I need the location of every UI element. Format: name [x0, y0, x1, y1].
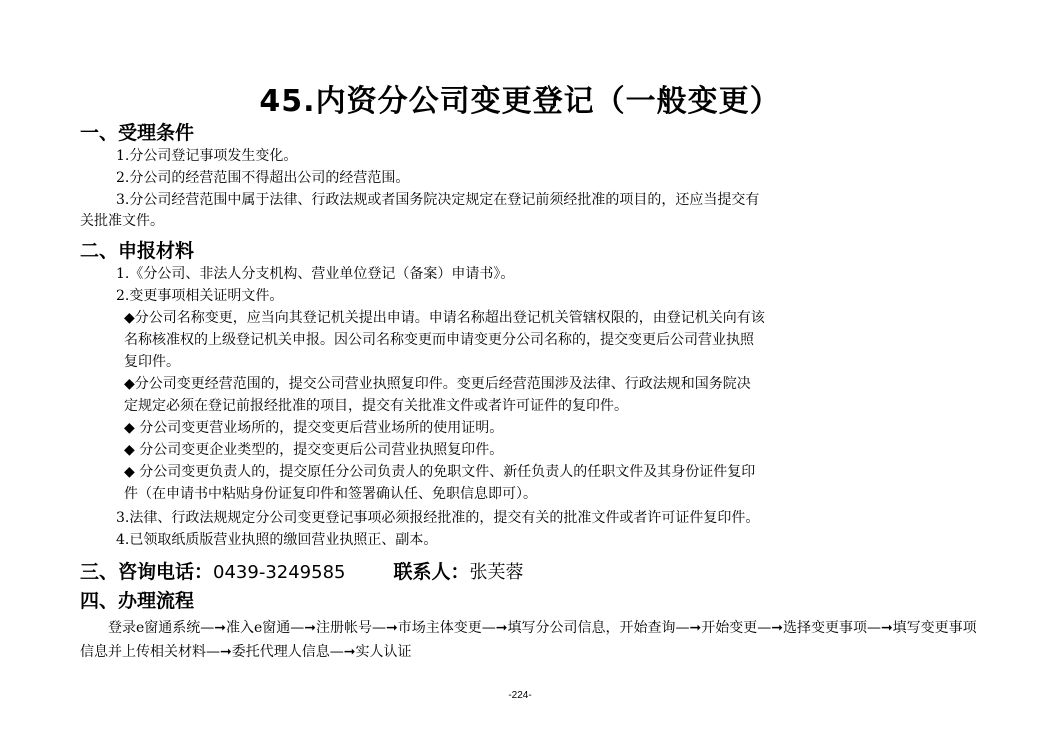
contact-name: 张芙蓉 — [469, 562, 524, 583]
bullet-manager-change: ◆ 分公司变更负责人的，提交原任分公司负责人的免职文件、新任负责人的任职文件及其身份证件复印 — [124, 464, 756, 480]
bullet-manager-change-cont: 件（在申请书中粘贴身份证复印件和签署确认任、免职信息即可）。 — [124, 486, 537, 502]
section-heading-process: 四、办理流程 — [80, 590, 195, 612]
contact-label: 联系人： — [393, 561, 470, 583]
section-heading-acceptance: 一、受理条件 — [80, 122, 195, 144]
bullet-name-change-cont: 复印件。 — [124, 354, 180, 370]
materials-item-1: 1.《分公司、非法人分支机构、营业单位登记（备案）申请书》。 — [116, 266, 515, 282]
materials-item-4: 4.已领取纸质版营业执照的缴回营业执照正、副本。 — [116, 532, 438, 548]
bullet-name-change: ◆分公司名称变更，应当向其登记机关提出申请。申请名称超出登记机关管辖权限的，由登记机关向有该 — [124, 310, 765, 326]
materials-item-2: 2.变更事项相关证明文件。 — [116, 288, 284, 304]
bullet-premises-change: ◆ 分公司变更营业场所的，提交变更后营业场所的使用证明。 — [124, 420, 504, 436]
materials-item-3: 3.法律、行政法规规定分公司变更登记事项必须报经批准的，提交有关的批准文件或者许可证件复印件。 — [116, 510, 760, 526]
consultation-line — [80, 557, 524, 584]
acceptance-item-3: 3.分公司经营范围中属于法律、行政法规或者国务院决定规定在登记前须经批准的项目的，还应当提交有 — [116, 192, 760, 208]
bullet-name-change-cont: 名称核准权的上级登记机关申报。因公司名称变更而申请变更分公司名称的，提交变更后公司营业执照 — [124, 332, 754, 348]
section-heading-materials: 二、申报材料 — [80, 240, 195, 262]
acceptance-item-2: 2.分公司的经营范围不得超出公司的经营范围。 — [116, 170, 410, 186]
page-number: -224- — [508, 690, 532, 701]
bullet-scope-change: ◆分公司变更经营范围的，提交公司营业执照复印件。变更后经营范围涉及法律、行政法规和国务院决 — [124, 376, 751, 392]
process-flow: 登录e窗通系统—➞准入e窗通—➞注册帐号—➞市场主体变更—➞填写分公司信息，开始查询—➞开始变更—➞选择变更事项—➞填写变更事项信息并上传相关材料—➞委托代理人信息—➞实人认证 — [80, 620, 977, 660]
section-heading-phone: 三、咨询电话： — [80, 561, 214, 583]
acceptance-item-3-cont: 关批准文件。 — [80, 213, 164, 229]
bullet-type-change: ◆ 分公司变更企业类型的，提交变更后公司营业执照复印件。 — [124, 442, 504, 458]
bullet-scope-change-cont: 定规定必须在登记前报经批准的项目，提交有关批准文件或者许可证件的复印件。 — [124, 398, 628, 414]
acceptance-item-1: 1.分公司登记事项发生变化。 — [116, 148, 298, 164]
phone-number: 0439-3249585 — [213, 562, 346, 583]
page-title: 45.内资分公司变更登记（一般变更） — [259, 84, 781, 119]
